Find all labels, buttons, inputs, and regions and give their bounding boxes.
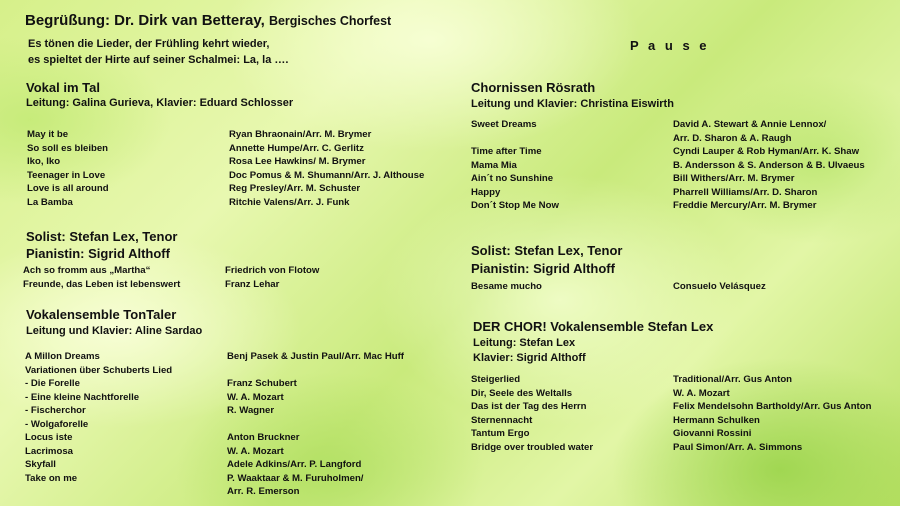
song-title: Lacrimosa [25, 445, 73, 457]
song-title: Variationen über Schuberts Lied [25, 364, 173, 376]
section-lead: Klavier: Sigrid Althoff [473, 352, 586, 364]
composer-list [227, 350, 404, 499]
composer: W. A. Mozart [227, 391, 284, 403]
composer: W. A. Mozart [673, 387, 730, 399]
section-lead: Pianistin: Sigrid Althoff [26, 246, 170, 261]
song-list [471, 373, 593, 454]
composer: R. Wagner [227, 405, 275, 416]
intro-verse [28, 36, 288, 68]
composer: Pharrell Williams/Arr. D. Sharon [673, 186, 818, 198]
song-list [471, 118, 559, 213]
composer: Annette Humpe/Arr. C. Gerlitz [229, 142, 364, 154]
song-title: Love is all around [27, 183, 109, 194]
section-title-solist: Solist: Stefan Lex, Tenor [26, 229, 178, 244]
song-title: Teenager in Love [27, 169, 106, 181]
composer: Benj Pasek & Justin Paul/Arr. Mac Huff [227, 351, 405, 362]
composer: Friedrich von Flotow [225, 265, 320, 276]
section-lead: Leitung und Klavier: Aline Sardao [26, 325, 203, 337]
song-title: La Bamba [27, 196, 73, 208]
title-text: Begrüßung: Dr. Dirk van Betteray, [25, 12, 265, 29]
song-title: Take on me [25, 472, 78, 484]
song-title: Iko, Iko [27, 156, 61, 167]
song-list [23, 264, 180, 291]
composer: Consuelo Velásquez [673, 281, 766, 292]
song-list [25, 350, 172, 485]
composer: Anton Bruckner [227, 432, 300, 443]
composer: Reg Presley/Arr. M. Schuster [229, 183, 361, 194]
song-title: Ach so fromm aus „Martha“ [23, 265, 151, 276]
song-title: - Fischerchor [25, 405, 86, 416]
song-title: Tantum Ergo [471, 428, 530, 439]
composer: Felix Mendelsohn Bartholdy/Arr. Gus Anton [673, 401, 872, 412]
song-title: Don´t Stop Me Now [471, 200, 559, 211]
composer: Rosa Lee Hawkins/ M. Brymer [229, 156, 366, 167]
song-title: Sweet Dreams [471, 119, 537, 130]
song-title: A Millon Dreams [25, 351, 100, 362]
song-title: - Wolgaforelle [25, 418, 89, 430]
composer: Paul Simon/Arr. A. Simmons [673, 441, 803, 453]
song-title: Bridge over troubled water [471, 441, 594, 453]
composer: Ritchie Valens/Arr. J. Funk [229, 196, 350, 208]
song-title: Freunde, das Leben ist lebenswert [23, 278, 181, 290]
composer: Giovanni Rossini [673, 428, 752, 439]
composer-list [229, 128, 424, 209]
composer: Arr. R. Emerson [227, 486, 300, 497]
composer: Franz Schubert [227, 378, 297, 389]
composer: Hermann Schulken [673, 414, 760, 426]
song-title: So soll es bleiben [27, 142, 109, 154]
pause-label: P a u s e [630, 38, 710, 53]
composer-list [673, 280, 766, 294]
section-title-roesrath: Chornissen Rösrath [471, 80, 596, 95]
song-title: - Eine kleine Nachtforelle [25, 391, 140, 403]
section-lead: Leitung: Galina Gurieva, Klavier: Eduard Schlosser [26, 97, 294, 109]
composer: B. Andersson & S. Anderson & B. Ulvaeus [673, 159, 865, 171]
composer: Freddie Mercury/Arr. M. Brymer [673, 200, 817, 211]
section-title-tontaler: Vokalensemble TonTaler [26, 307, 177, 322]
composer [227, 418, 404, 432]
composer: Doc Pomus & M. Shumann/Arr. J. Althouse [229, 169, 425, 181]
song-title: Time after Time [471, 146, 542, 157]
section-lead: Leitung und Klavier: Christina Eiswirth [471, 98, 674, 110]
section-title-solist: Solist: Stefan Lex, Tenor [471, 243, 623, 258]
composer: P. Waaktaar & M. Furuholmen/ [227, 472, 364, 484]
composer: Arr. D. Sharon & A. Raugh [673, 132, 792, 144]
section-title-der-chor: DER CHOR! Vokalensemble Stefan Lex [473, 319, 714, 334]
song-title: Steigerlied [471, 374, 521, 385]
composer: Traditional/Arr. Gus Anton [673, 374, 793, 385]
intro-line: Es tönen die Lieder, der Frühling kehrt wieder, [28, 38, 270, 50]
song-title: Dir, Seele des Weltalls [471, 387, 573, 399]
song-title [471, 132, 559, 146]
song-title: Das ist der Tag des Herrn [471, 401, 587, 412]
composer-list [673, 373, 871, 454]
composer: Cyndi Lauper & Rob Hyman/Arr. K. Shaw [673, 146, 860, 157]
composer: Franz Lehar [225, 278, 280, 290]
title-subtitle: Bergisches Chorfest [268, 14, 392, 28]
song-title: Besame mucho [471, 281, 542, 292]
composer: David A. Stewart & Annie Lennox/ [673, 119, 827, 130]
song-title: Happy [471, 186, 501, 198]
song-title: Mama Mia [471, 159, 517, 171]
song-title: Skyfall [25, 459, 56, 470]
song-list [471, 280, 542, 294]
section-title-vokal-im-tal: Vokal im Tal [26, 80, 100, 95]
composer: W. A. Mozart [227, 445, 284, 457]
section-lead: Leitung: Stefan Lex [473, 337, 576, 349]
song-title: Locus iste [25, 432, 73, 443]
song-title: - Die Forelle [25, 378, 80, 389]
song-title: Ain´t no Sunshine [471, 173, 554, 184]
section-lead: Pianistin: Sigrid Althoff [471, 261, 615, 276]
song-title: May it be [27, 129, 69, 140]
composer: Ryan Bhraonain/Arr. M. Brymer [229, 129, 372, 140]
composer-list [673, 118, 865, 213]
intro-line: es spieltet der Hirte auf seiner Schalmei: La, la …. [28, 54, 289, 66]
composer: Bill Withers/Arr. M. Brymer [673, 173, 795, 184]
composer [227, 364, 404, 378]
song-title: Sternennacht [471, 414, 533, 426]
program-title [25, 12, 391, 29]
song-list [27, 128, 109, 209]
composer: Adele Adkins/Arr. P. Langford [227, 459, 362, 470]
composer-list [225, 264, 319, 291]
